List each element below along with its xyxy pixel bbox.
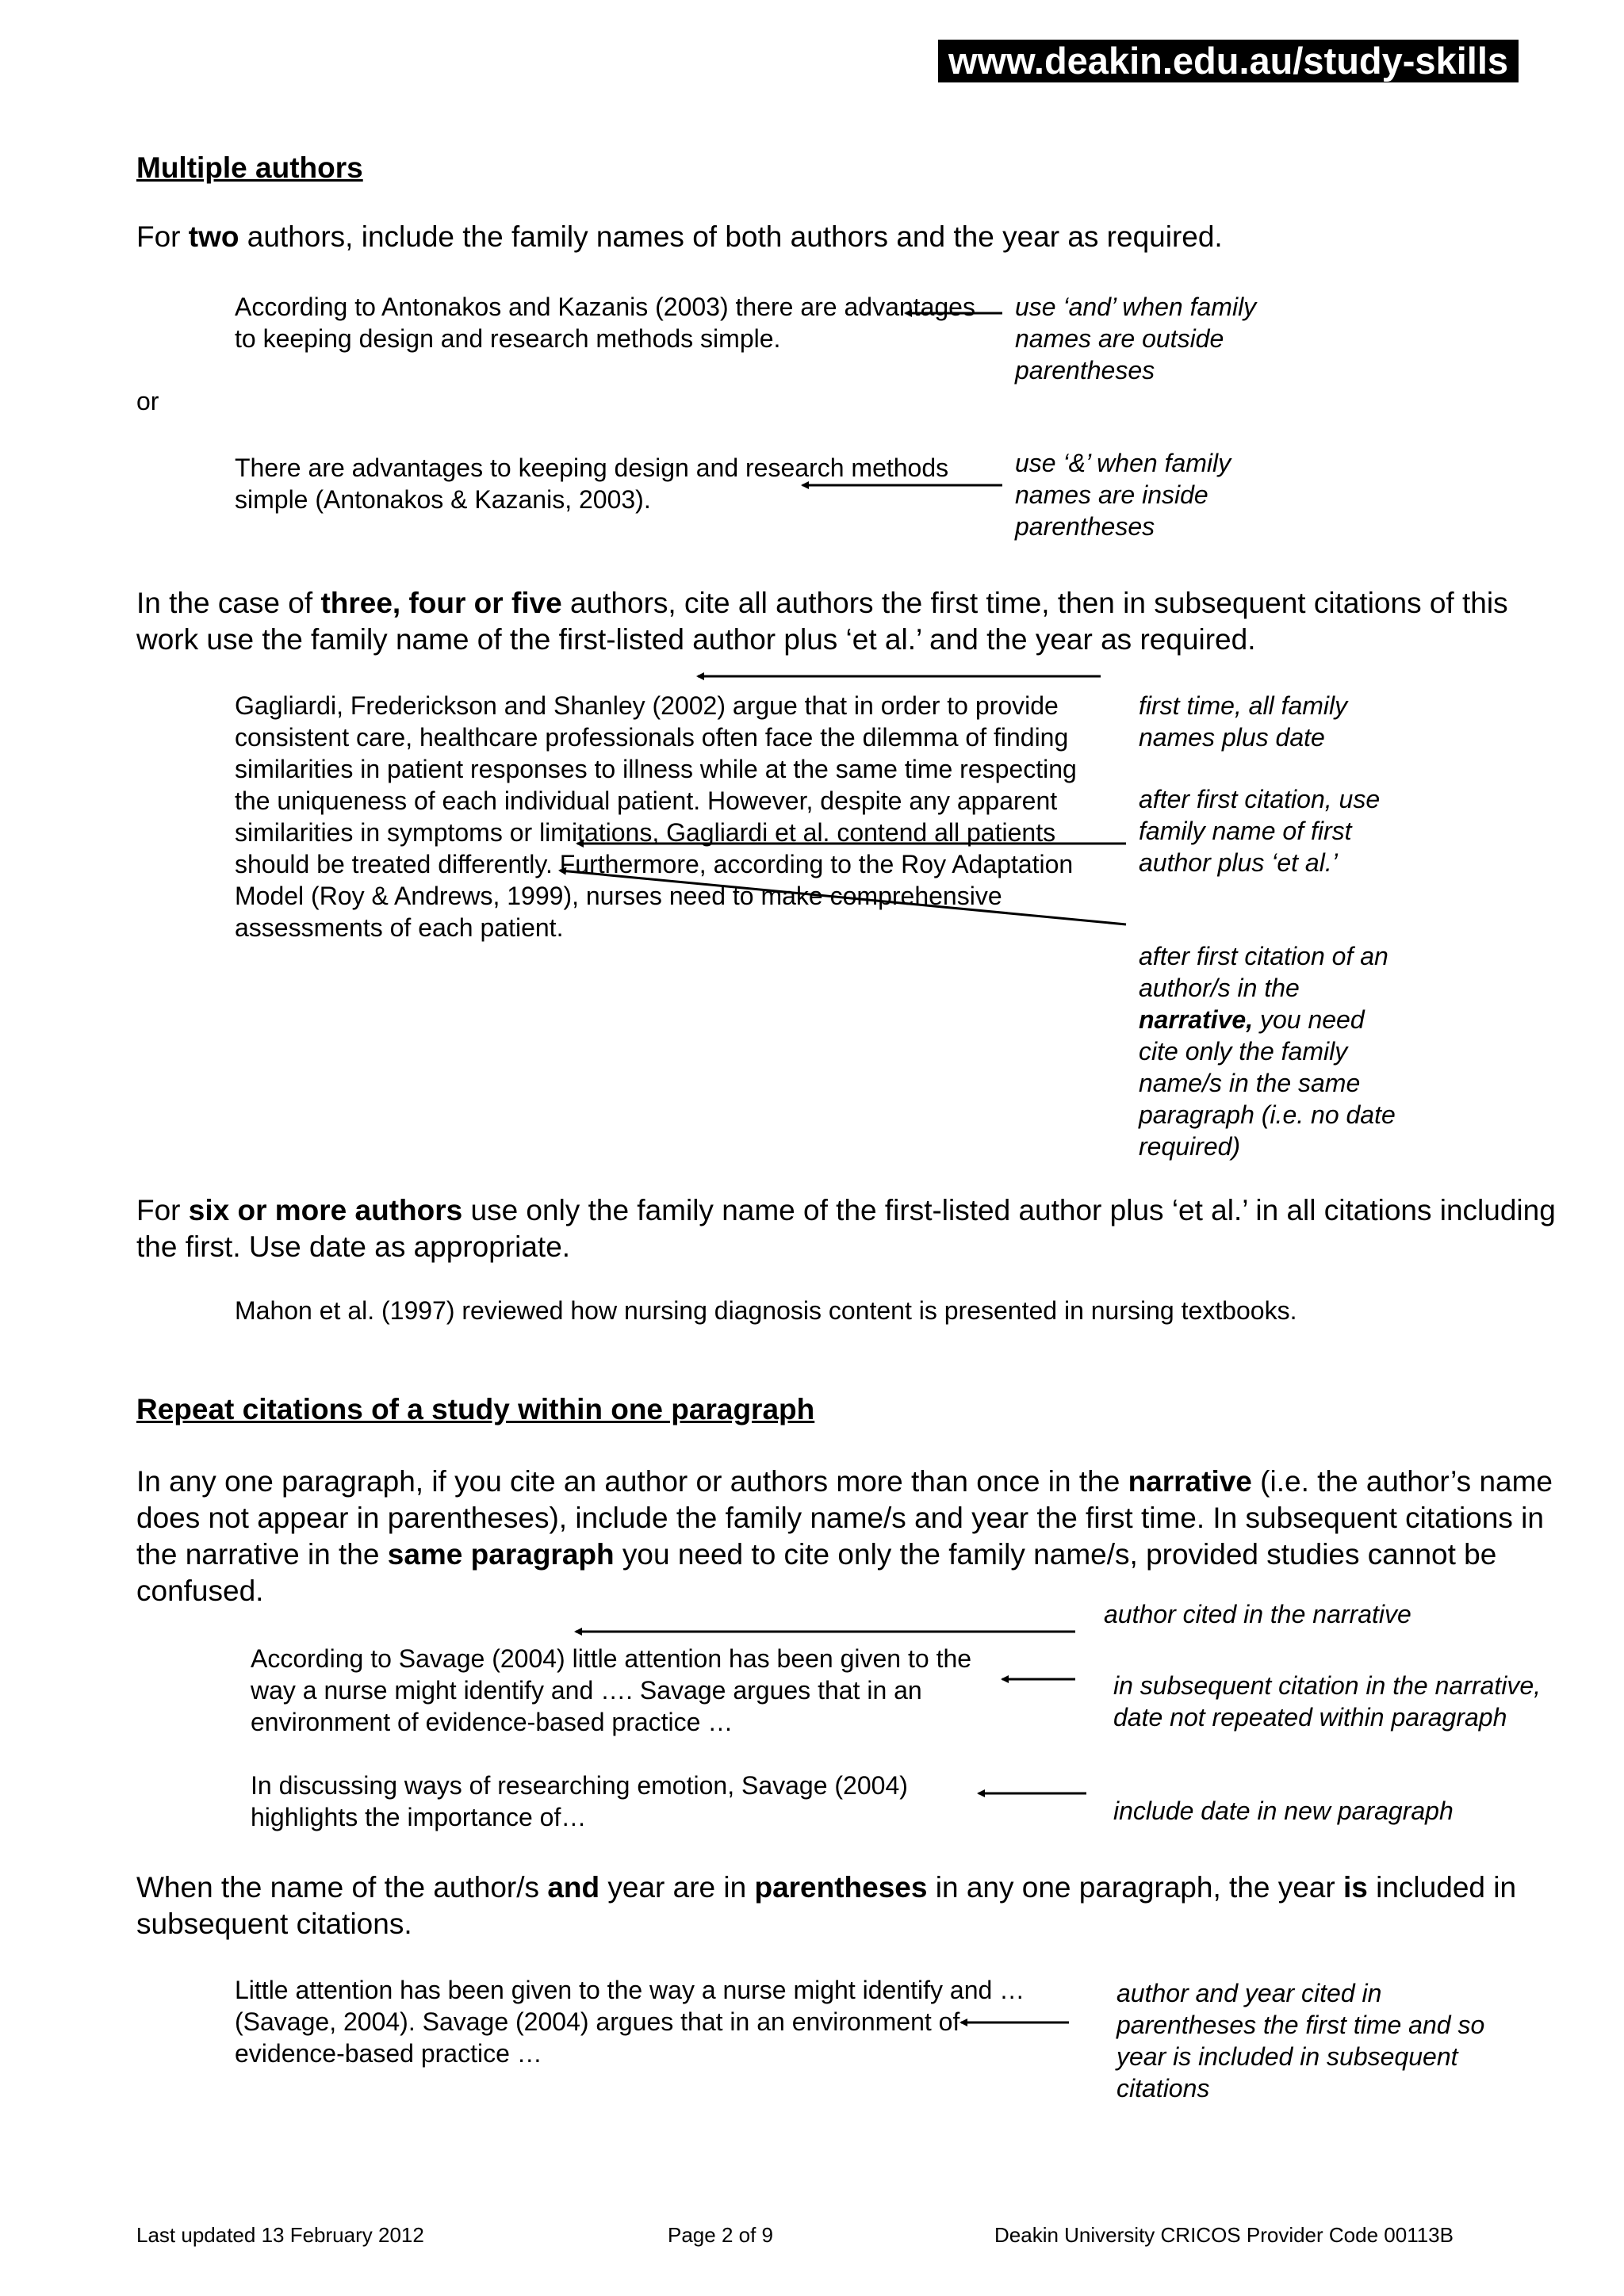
intro-two-authors <box>136 219 1532 255</box>
emphasis: parentheses <box>754 1871 928 1904</box>
emphasis: six or more authors <box>188 1194 463 1226</box>
text: in any one paragraph, the year <box>927 1871 1343 1904</box>
or-label: or <box>136 387 159 415</box>
text: you need cite only the family name/s in the same paragraph (i.e. no date required) <box>1139 1005 1396 1161</box>
example-ampersand-citation: There are advantages to keeping design and research methods simple (Antonakos & Kazanis, 2003). <box>235 453 949 514</box>
footer-cricos: Deakin University CRICOS Provider Code 00113B <box>994 2223 1454 2247</box>
example-mahon: Mahon et al. (1997) reviewed how nursing diagnosis content is presented in nursing textbooks. <box>235 1296 1297 1325</box>
text: after first citation of an author/s in the <box>1139 942 1388 1002</box>
site-url-banner: www.deakin.edu.au/study-skills <box>938 40 1519 82</box>
text: In any one paragraph, if you cite an author or authors more than once in the <box>136 1465 1128 1498</box>
section-heading-multiple-authors: Multiple authors <box>136 151 363 184</box>
emphasis: three, four or five <box>320 587 562 619</box>
example-savage-narrative: According to Savage (2004) little attention has been given to the way a nurse might identify and …. Savage argues that in an environment of evidence-based practice … <box>251 1644 972 1736</box>
note-use-and: use ‘and’ when family names are outside parentheses <box>1015 293 1257 385</box>
example-gagliardi: Gagliardi, Frederickson and Shanley (2002) argue that in order to provide consistent care, healthcare professionals often face the dilemma of finding similarities in patient responses to illness while at the same time respecting the uniqueness of each individual patient. However, despite any apparent similarities in symptoms or limitations, Gagliardi et al. contend all patients should be treated differently. Furthermore, according to the Roy Adaptation Model (Roy & Andrews, 1999), nurses need to make comprehensive assessments of each patient. <box>235 691 1077 942</box>
footer-last-updated: Last updated 13 February 2012 <box>136 2223 424 2247</box>
emphasis: narrative, <box>1139 1005 1254 1034</box>
text: authors, cite all authors the first time, then in subsequent citations of this work use the family name of the first-listed author plus ‘et al.’ and the year as required. <box>136 587 1508 656</box>
para-three-to-five-authors <box>136 585 1556 658</box>
emphasis: is <box>1343 1871 1368 1904</box>
note-author-year-parentheses: author and year cited in parentheses the first time and so year is included in subsequent citations <box>1116 1979 1485 2103</box>
footer-page-number: Page 2 of 9 <box>668 2223 773 2247</box>
note-after-first-citation: after first citation, use family name of first author plus ‘et al.’ <box>1139 785 1381 877</box>
text: authors, include the family names of both authors and the year as required. <box>239 220 1223 253</box>
emphasis: narrative <box>1128 1465 1252 1498</box>
note-include-date: include date in new paragraph <box>1113 1797 1454 1825</box>
para-repeat-citations <box>136 1464 1556 1609</box>
para-six-or-more-authors <box>136 1192 1556 1265</box>
example-savage-parentheses: Little attention has been given to the way a nurse might identify and … (Savage, 2004). Savage (2004) argues that in an environment of evidence-based practice … <box>235 1976 1025 2068</box>
text: included in subsequent citations. <box>136 1871 1517 1940</box>
emphasis: two <box>188 220 239 253</box>
note-use-ampersand: use ‘&’ when family names are inside parentheses <box>1015 449 1231 541</box>
text: use only the family name of the first-listed author plus ‘et al.’ in all citations including the first. Use date as appropriate. <box>136 1194 1556 1263</box>
note-narrative-family-names <box>1139 940 1400 1162</box>
text: year are in <box>599 1871 755 1904</box>
text: (i.e. the author’s name does not appear in parentheses), include the family name/s and year the first time. In subsequent citations in the narrative in the <box>136 1465 1553 1571</box>
emphasis: same paragraph <box>387 1538 615 1571</box>
emphasis: and <box>547 1871 600 1904</box>
text: For <box>136 1194 189 1226</box>
text: you need to cite only the family name/s, provided studies cannot be confused. <box>136 1538 1497 1607</box>
section-heading-repeat-citations: Repeat citations of a study within one paragraph <box>136 1393 815 1425</box>
text: When the name of the author/s <box>136 1871 548 1904</box>
text: In the case of <box>136 587 321 619</box>
example-and-citation: According to Antonakos and Kazanis (2003) there are advantages to keeping design and research methods simple. <box>235 293 975 353</box>
para-parentheses-year <box>136 1869 1556 1942</box>
note-author-cited-narrative: author cited in the narrative <box>1104 1600 1411 1628</box>
example-savage-new-paragraph: In discussing ways of researching emotion, Savage (2004) highlights the importance of… <box>251 1771 908 1831</box>
note-date-not-repeated: in subsequent citation in the narrative, date not repeated within paragraph <box>1113 1671 1541 1732</box>
note-first-time: first time, all family names plus date <box>1139 691 1348 752</box>
text: For <box>136 220 189 253</box>
